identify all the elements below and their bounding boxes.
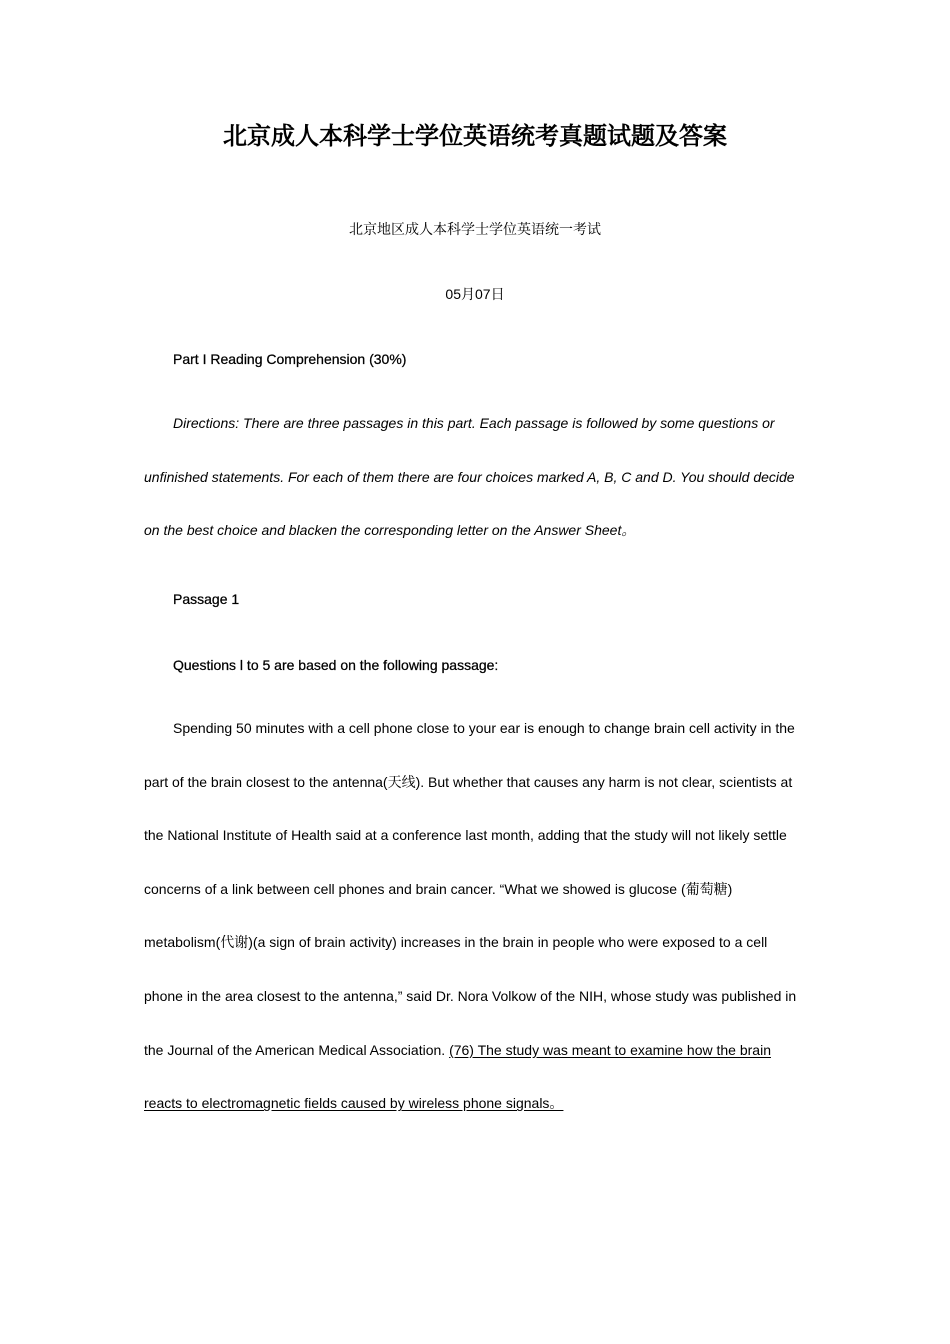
passage-heading: Passage 1 bbox=[173, 591, 240, 607]
part-heading: Part I Reading Comprehension (30%) bbox=[173, 351, 407, 367]
exam-date: 05月07日 bbox=[445, 286, 505, 302]
directions-paragraph: Directions: There are three passages in this part. Each passage is followed by some questions or unfinished statements. For each of them there are four choices marked A, B, C and D. You should decide on the best choice and blacken the corresponding letter on the Answer Sheet。 bbox=[144, 415, 795, 539]
document-title: 北京成人本科学士学位英语统考真题试题及答案 bbox=[223, 121, 727, 150]
passage-paragraph bbox=[144, 702, 810, 1131]
passage-text: Spending 50 minutes with a cell phone close to your ear is enough to change brain cell activity in the part of the brain closest to the antenna(天线). But whether that causes any harm is not clear, scientists at the National Institute of Health said at a conference last month, adding that the study will not likely settle concerns of a link between cell phones and brain cancer. “What we showed is glucose (葡萄糖) metabolism(代谢)(a sign of brain activity) increases in the brain in people who were exposed to a cell phone in the area closest to the antenna,” said Dr. Nora Volkow of the NIH, whose study was published in the Journal of the American Medical Association. bbox=[144, 720, 797, 1058]
questions-heading: Questions l to 5 are based on the following passage: bbox=[173, 657, 499, 673]
exam-subtitle: 北京地区成人本科学士学位英语统一考试 bbox=[349, 221, 601, 237]
passage-underlined-sentence: (76) The study was meant to examine how the brain reacts to electromagnetic fields caused by wireless phone signals。 bbox=[144, 1041, 771, 1112]
